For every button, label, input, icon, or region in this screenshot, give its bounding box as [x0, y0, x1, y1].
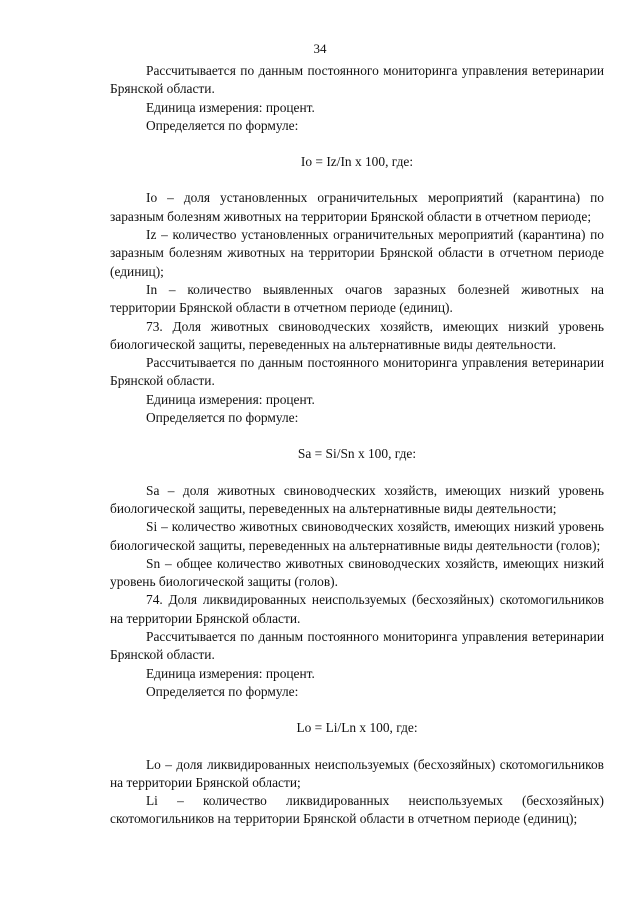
paragraph-unit-3: Единица измерения: процент. — [146, 665, 315, 681]
paragraph-source-1: Рассчитывается по данным постоянного мониторинга управления ветеринарии Брянской области. — [110, 63, 604, 97]
paragraph-unit-1: Единица измерения: процент. — [146, 99, 315, 115]
paragraph-source-3: Рассчитывается по данным постоянного мониторинга управления ветеринарии Брянской области. — [110, 629, 604, 663]
paragraph-formula-intro-3: Определяется по формуле: — [146, 683, 299, 699]
formula-sa: Sa = Si/Sn x 100, где: — [297, 446, 417, 462]
definition-lo: Lo – доля ликвидированных неиспользуемых (бесхозяйных) скотомогильников на территории Брянской области; — [110, 756, 604, 790]
paragraph-formula-intro-1: Определяется по формуле: — [146, 117, 299, 133]
item-74-heading: 74. Доля ликвидированных неиспользуемых (бесхозяйных) скотомогильников на территории Брянской области. — [110, 592, 604, 626]
paragraph-formula-intro-2: Определяется по формуле: — [146, 410, 299, 426]
definition-io: Io – доля установленных ограничительных мероприятий (карантина) по заразным болезням животных на территории Брянской области в отчетном периоде; — [110, 190, 604, 224]
definition-iz: Iz – количество установленных ограничительных мероприятий (карантина) по заразным болезням животных на территории Брянской области в отчетном периоде (единиц); — [110, 227, 604, 279]
document-body — [110, 62, 604, 829]
definition-si: Si – количество животных свиноводческих хозяйств, имеющих низкий уровень биологической защиты, переведенных на альтернативные виды деятельности (голов); — [110, 519, 604, 553]
page-number: 34 — [313, 41, 327, 56]
formula-io: Io = Iz/In x 100, где: — [300, 154, 414, 170]
definition-sa: Sa – доля животных свиноводческих хозяйств, имеющих низкий уровень биологической защиты, переведенных на альтернативные виды деятельности; — [110, 482, 604, 516]
paragraph-unit-2: Единица измерения: процент. — [146, 391, 315, 407]
item-73-heading: 73. Доля животных свиноводческих хозяйств, имеющих низкий уровень биологической защиты, переведенных на альтернативные виды деятельности. — [110, 318, 604, 352]
definition-in: In – количество выявленных очагов заразных болезней животных на территории Брянской области в отчетном периоде (единиц). — [110, 281, 604, 316]
definition-sn: Sn – общее количество животных свиноводческих хозяйств, имеющих низкий уровень биологической защиты (голов). — [110, 555, 604, 590]
definition-li: Li – количество ликвидированных неиспользуемых (бесхозяйных) скотомогильников на территории Брянской области в отчетном периоде (единиц); — [110, 793, 604, 827]
paragraph-source-2: Рассчитывается по данным постоянного мониторинга управления ветеринарии Брянской области. — [110, 355, 604, 389]
formula-lo: Lo = Li/Ln x 100, где: — [296, 720, 418, 736]
